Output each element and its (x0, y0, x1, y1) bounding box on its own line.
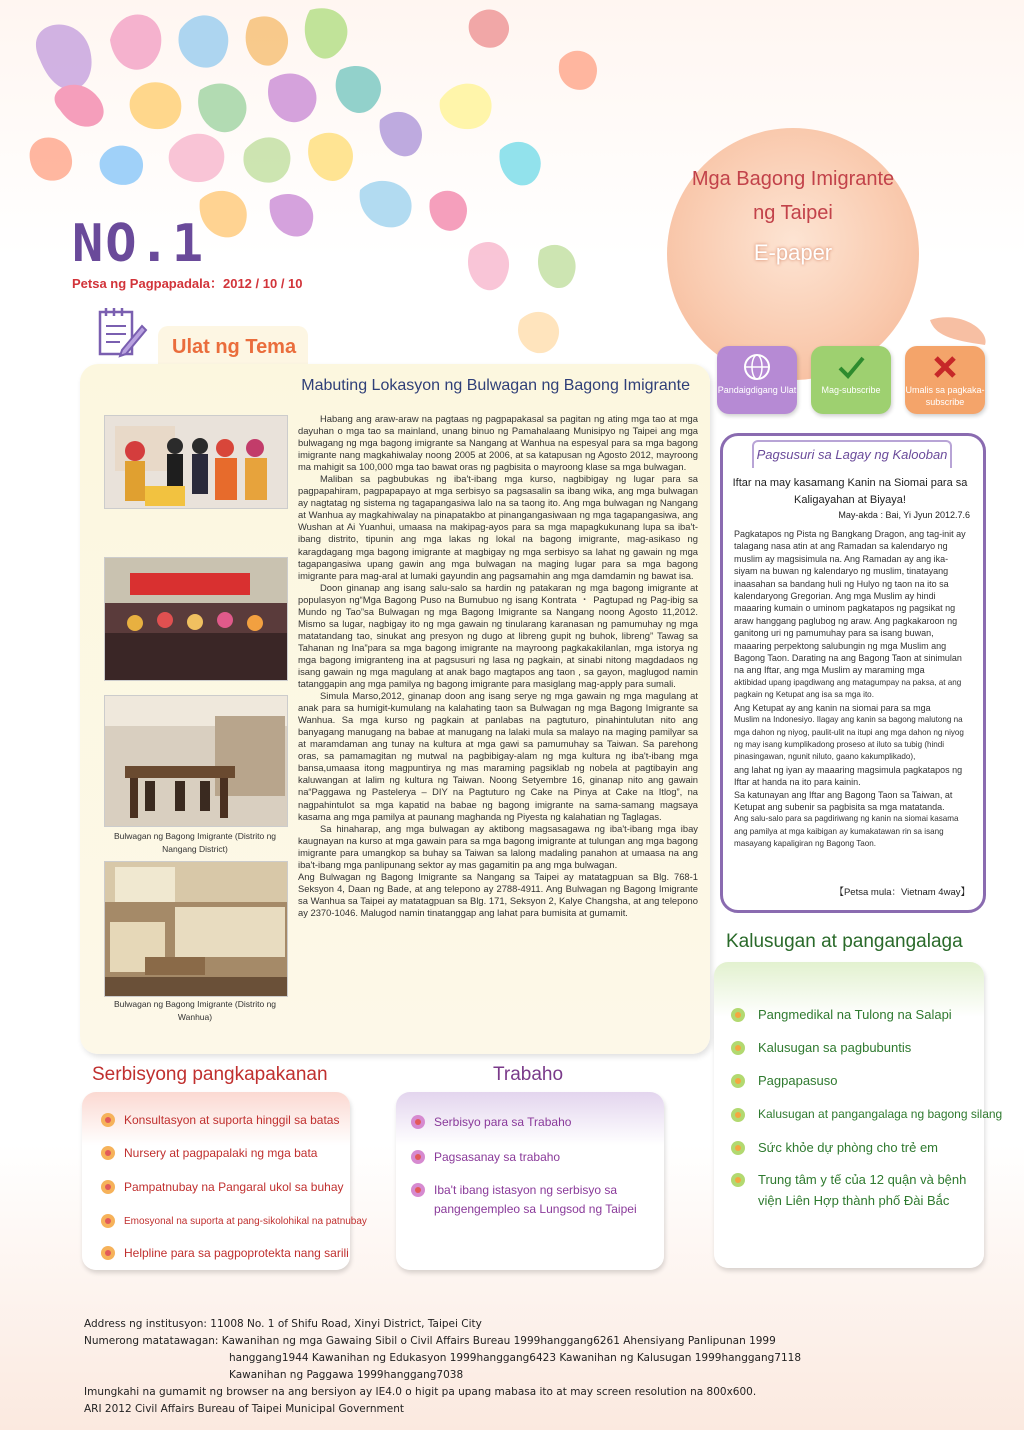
brand-title (667, 162, 919, 230)
review-paragraph: Sa katunayan ang Iftar ang Bagong Taon sa Taiwan, at Ketupat ang subenir sa pagbisita sa mga matatanda. (734, 789, 953, 812)
unsubscribe-button[interactable] (905, 346, 985, 414)
service-item-legal[interactable]: Konsultasyon at suporta hinggil sa batas (124, 1113, 340, 1127)
pinwheel-icon (730, 1007, 746, 1023)
subscribe-button[interactable] (811, 346, 891, 414)
service-item-nursery[interactable]: Nursery at pagpapalaki ng mga bata (124, 1146, 318, 1160)
review-paragraph: Muslim na Indonesiyo. Ilagay ang kanin sa bagong malutong na mga dahon ng niyog, paulit-ulit na itupi ang mga dahon ng niyog ng may isang kumplikadong proseso at iluto sa tubig (hindi pinasingawan, ngunit niluto, gaano kakumplikado), (734, 715, 964, 762)
jobs-title: Trabaho (493, 1064, 564, 1085)
review-title: Iftar na may kasamang Kanin na Siomai para sa Kaligayahan at Biyaya! (732, 477, 968, 506)
international-report-button[interactable] (717, 346, 797, 414)
article-address-paragraph: Ang Bulwagan ng Bagong Imigrante sa Nangang sa Taipei ay matatagpuan sa Blg. 768-1 Seksyon 4, Daan ng Bade, at ang telepono ay 2788-4911. Ang Bulwagan ng Bagong Imigrante sa Wanhua sa Taipei ay matatagpuan sa Blg. 171, Seksyon 2, Kalye Changsha, at ang telepono ay 2370-1046. Malugod namin tinatanggap ang lahat para bumisita at gumamit. (298, 870, 698, 918)
topic-label: Ulat ng Tema (172, 336, 297, 358)
review-paragraph: Pagkatapos ng Pista ng Bangkang Dragon, ang tag-init ay talagang nasa atin at ang Ramadan sa kalendaryo ng muslim ay magsisimula na. Ang Ramadan ay ang ika-siyam na buwan ng kalendaryo ng muslim, tinatayang inaasahan sa bandang huli ng Hulyo ng taon na ito sa kalendaryong Gregorian. Ang mga Muslim ay hindi maaaring kumain o uminom pagkatapos ng pagsikat ng araw hanggang paglubog ng araw. Ang pagkakaroon ng ganitong uri ng pamumuhay para sa isang buwan, maaaring perpektong salubungin ng mga Muslim ang Bagong Taon. Darating na ang Bagong Taon at sinimulan na ang Iftar, ang mga Muslim ay maraming mga (734, 529, 966, 676)
x-icon (930, 352, 960, 382)
service-item-life-guidance[interactable]: Pampatnubay na Pangaral ukol sa buhay (124, 1180, 344, 1194)
footer-phone: Numerong matatawagan: Kawanihan ng mga Gawaing Sibil o Civil Affairs Bureau 1999hanggang6261 Ahensiyang Panlipunan 1999 (84, 1335, 776, 1347)
publish-date: Petsa ng Pagpapadala：2012 / 10 / 10 (72, 276, 303, 291)
issue-number: NO.1 (72, 214, 206, 274)
globe-icon (742, 352, 772, 382)
pinwheel-icon (730, 1073, 746, 1089)
review-body (734, 528, 970, 851)
health-item-health-centers[interactable]: Trung tâm y tế của 12 quận và bệnh viện Liên Hợp thành phố Đài Bắc (758, 1172, 967, 1208)
services-title: Serbisyong pangkapakanan (92, 1064, 328, 1085)
health-item-child-prevention[interactable]: Sức khỏe dự phòng cho trẻ em (758, 1140, 939, 1155)
footer (84, 1316, 801, 1418)
review-source: 【Petsa mula：Vietnam 4way】 (834, 887, 970, 898)
article-paragraph: Doon ginanap ang isang salu-salo sa hardin ng patakaran ng mga bagong imigrante at populasyon ng“Mga Bagong Puso na Bumubuo ng isang Kontrata ・ Pagtupad ng Pag-ibig sa Mundo ng Tao”sa Bulwagan ng mga Bagong Imigrante sa Nangang noong Agosto 11,2012. Mismo sa lugar, nagbigay ito ng mga gawain ng tinularang karanasan ng pamumuhay ng mga matatandang tao, sinukat ang presyon ng dugo at libreng gupit ng buhok, libreng” Tawag sa Tahanan ng Ina”para sa mga bagong imigrante na mayroong pagkakakilanlan, mga istorya ng mga bagong imigranteng ina at pagsusuri ng lasa ng pagkain, at sinabi nitong magdadaos ng isang gawain ng mga magulang at anak bago magtapos ang taon , sa gayon, maglugod namin tatanggapin ang mga pamilya ng bagong imigrante para masiglang mag-apply para sumali. (298, 581, 698, 690)
check-icon (836, 352, 866, 382)
pinwheel-icon (100, 1245, 116, 1261)
international-report-label: Pandaigdigang Ulat (717, 385, 797, 395)
footer-phone: Kawanihan ng Paggawa 1999hanggang7038 (229, 1369, 464, 1381)
brand-title-line2: ng Taipei (753, 202, 833, 224)
review-paragraph: Ang salu-salo para sa pagdiriwang ng kanin na siomai kasama ang pamilya at mga kaibigan ay kumakatawan rin sa isang masayang kapaligiran ng Bagong Taon. (734, 814, 959, 849)
job-item-service[interactable]: Serbisyo para sa Trabaho (434, 1115, 572, 1129)
review-author: May-akda : Bai, Yi Jyun 2012.7.6 (838, 510, 970, 520)
pinwheel-icon (410, 1149, 426, 1165)
article-paragraph: Habang ang araw-araw na pagtaas ng pagpapakasal sa pagitan ng ating mga tao at mga dayuhan o mga tao sa mainland, unang binuo ng Pamahalaang Munisipyo ng Taipei ang mga bulwagang ng mga bagong imigrante sa Nangang at Wanhua na espesyal para sa mga bagong imigrante nang magkahiwalay noong 2005 at 2006, at sa katapusan ng Agosto 2012, mayroong ma mahigit sa 100,000 mga tao bawat oras ng pagbisita o mayroong klase sa mga bulwagan. (298, 413, 698, 473)
footer-phone: hanggang1944 Kawanihan ng Edukasyon 1999hanggang6423 Kawanihan ng Kalusugan 1999hanggang7118 (229, 1352, 802, 1364)
notepad-pencil-icon (98, 306, 148, 358)
article-paragraph: Maliban sa pagbubukas ng iba't-ibang mga kurso, nagbibigay ng lugar para sa pagpapahiram, pagpapapayo at mga serbisyo sa pagsasalin sa ibang wika, ang mga bulwagan ay nagtatag ng sistema ng tagapangasiwa lalo na sa taong ito. Ang mga bulwagan ng Nangang at Wanhua ay magkahiwalay na pinapatakbo at pinangangasiwaan ng mga tagapangasiwa, ang Wushan at Ai Yuanhui, umaasa na makipag-ayos para sa mga mapagkukunang lupa sa iba't-ibang distrito, tipunin ang mga lakas ng lokal na bagong imigrante, mag-asikaso ng karagdagang mga bagong imigrante at magbigay ng mga serbisyo sa lahat ng gawain ng mga tagapangasiwa upang gawin ang mga bulwagan na maging lugar para sa mga bagong imigrante para mag-aral at lumaki gayundin ang pagsamahin ang mga damdamin ng bawat isa. (298, 473, 698, 581)
subscribe-label: Mag-subscribe (821, 385, 881, 395)
footer-copyright: ARI 2012 Civil Affairs Bureau of Taipei Municipal Government (84, 1403, 405, 1415)
review-heading: Pagsusuri sa Lagay ng Kalooban (752, 440, 952, 468)
pinwheel-icon (730, 1172, 746, 1188)
article-paragraph: Simula Marso,2012, ginanap doon ang isang serye ng mga gawain ng mga magulang at anak para sa humigit-kumulang na kalahating taon sa Bulwagan ng mga Bagong Imigrante sa Wanhua. Sa mga kurso ng pagkain at panlabas na pagtuturo, pinahintulutan nito ang banyagang manugang na babae at manugang na lalaki mula sa malayo na maging pamilyar sa at maramdaman ang tunay na kultura at mga gawi sa pamumuhay sa Taiwan. Sa parehong oras, sa pamamagitan ng mutwal na pagbibigay-alam ng mga kultura ng iba't-ibang mga bansa,umaasa itong magpuntirya ng mas maraming pagsiklab ng nobela at pagtibayin ang kaluwangan at lalim ng kultura ng Taiwan. Noong Setyembre 16, ginanap nito ang gawain na“Paggawa ng Pastelerya – DIY na Pagtuturo ng Cake na Pinya at Cake na Itlog”, na nagpahintulot sa mga kapatid na babae ng bagong imigrante na sama-samang magsaya kasama ang mga pamilya at paunang maghanda ng Piyesta ng kalahatian ng Taglagas. (298, 690, 698, 822)
pinwheel-icon (100, 1145, 116, 1161)
review-paragraph: ang lahat ng iyan ay maaaring magsimula pagkatapos ng Iftar at handa na ito para kainin. (734, 764, 963, 788)
pinwheel-icon (410, 1182, 426, 1198)
health-item-newborn[interactable]: Kalusugan at pangangalaga ng bagong silang (758, 1107, 1003, 1121)
pinwheel-icon (730, 1107, 746, 1123)
health-item-breastfeeding[interactable]: Pagpapasuso (758, 1073, 838, 1088)
pinwheel-icon (100, 1213, 116, 1229)
caption-nangang: Bulwagan ng Bagong Imigrante (Distrito ng Nangang District) (113, 831, 277, 854)
unsubscribe-label: Umalis sa pagkaka-subscribe (905, 385, 985, 407)
brand-title-line1: Mga Bagong Imigrante (691, 168, 895, 190)
pinwheel-icon (410, 1114, 426, 1130)
pinwheel-icon (730, 1140, 746, 1156)
review-paragraph: aktibidad upang ipagdiwang ang matagumpay na paksa, at ang pagkain ng Ketupat ang isa sa mga ito. (734, 677, 962, 700)
health-item-pregnancy[interactable]: Kalusugan sa pagbubuntis (758, 1040, 912, 1055)
caption-wanhua: Bulwagan ng Bagong Imigrante (Distrito ng Wanhua) (113, 999, 277, 1022)
pinwheel-icon (730, 1040, 746, 1056)
pinwheel-icon (100, 1179, 116, 1195)
footer-address: Address ng institusyon: 11008 No. 1 of Shifu Road, Xinyi District, Taipei City (84, 1318, 482, 1330)
pinwheel-icon (100, 1112, 116, 1128)
job-item-training[interactable]: Pagsasanay sa trabaho (434, 1150, 561, 1164)
brand-subtitle: E-paper (753, 240, 833, 265)
photo-nangang-hall (104, 695, 288, 827)
service-item-helpline[interactable]: Helpline para sa pagpoprotekta nang sarili (124, 1246, 349, 1260)
health-title: Kalusugan at pangangalaga (726, 931, 963, 952)
job-item-stations[interactable]: Iba't ibang istasyon ng serbisyo sa pangengempleo sa Lungsod ng Taipei (434, 1183, 637, 1216)
photo-wanhua-hall (104, 861, 288, 997)
photo-performers (104, 415, 288, 509)
topic-article (298, 413, 698, 919)
footer-browser-note: Imungkahi na gumamit ng browser na ang bersiyon ay IE4.0 o higit pa upang mabasa ito at may screen resolution na 800x600. (84, 1386, 757, 1398)
topic-headline: Mabuting Lokasyon ng Bulwagan ng Bagong Imigrante (301, 377, 690, 394)
service-item-emotional[interactable]: Emosyonal na suporta at pang-sikolohikal na patnubay (124, 1216, 367, 1227)
article-paragraph: Sa hinaharap, ang mga bulwagan ay aktibong magsasagawa ng iba't-ibang mga ibay kaugnayan na kurso at mga gawain para sa mga bagong imigrante at tulungan ang mga bagong imigrante para umangkop sa buhay sa Taiwan sa lalong madaling panahon at umaasa na ang iba't-ibang mga panlipunang sektor ay mas gagamitin pa ang mga bulwagan. (298, 822, 698, 870)
photo-stage-event (104, 557, 288, 681)
review-paragraph: Ang Ketupat ay ang kanin na siomai para sa mga (734, 702, 931, 713)
health-item-medical-aid[interactable]: Pangmedikal na Tulong na Salapi (758, 1007, 952, 1022)
